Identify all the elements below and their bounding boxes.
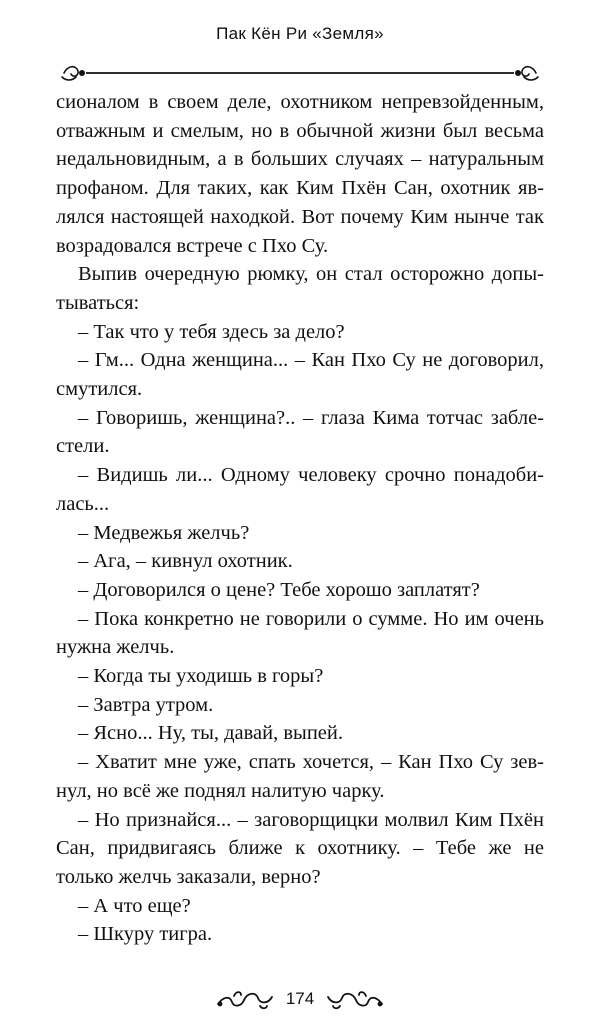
text-line: сионалом в своем деле, охотником непревзойденным, (56, 91, 544, 113)
text-line: – Ясно... Ну, ты, давай, выпей. (78, 722, 343, 745)
text-line: – Хватит мне уже, спать хочется, – Кан Пхо Су зев- (78, 751, 544, 774)
text-line: – Гм... Одна женщина... – Кан Пхо Су не договорил, (78, 349, 544, 372)
text-line: – Пока конкретно не говорили о сумме. Но им очень (78, 607, 544, 630)
text-line: – Ага, – кивнул охотник. (78, 550, 293, 573)
page-number: 174 (285, 989, 315, 1008)
text-line: – А что еще? (78, 894, 191, 917)
text-line: – Так что у тебя здесь за дело? (78, 320, 345, 343)
text-line: тываться: (56, 291, 140, 314)
text-line: стели. (56, 435, 110, 458)
text-line: – Говоришь, женщина?.. – глаза Кима тотчас забле- (78, 406, 544, 429)
text-line: только желчь заказали, верно? (56, 865, 321, 888)
text-line: смутился. (56, 378, 143, 401)
text-line: лась... (56, 492, 110, 515)
text-line: – Медвежья желчь? (78, 521, 250, 544)
running-header: Пак Кён Ри «Земля» (216, 24, 384, 43)
text-line: нужна желчь. (56, 636, 175, 659)
text-line: – Но признайся... – заговорщицки молвил Ким Пхён (78, 808, 544, 831)
page-footer (0, 984, 600, 1014)
text-line: – Видишь ли... Одному человеку срочно понадоби- (78, 464, 544, 487)
text-line: возрадовался встрече с Пхо Су. (56, 234, 329, 257)
text-line: лялся настоящей находкой. Вот почему Ким нынче так (56, 205, 544, 228)
text-line: – Когда ты уходишь в горы? (78, 665, 324, 688)
text-line: нул, но всё же поднял налитую чарку. (56, 779, 385, 802)
text-line: – Шкуру тигра. (78, 923, 213, 946)
text-line: Сан, придвигаясь ближе к охотнику. – Тебе же не (56, 837, 544, 860)
header-rule-ornament (60, 62, 540, 84)
flourish-left-icon (214, 988, 276, 1010)
text-line: – Договорился о цене? Тебе хорошо заплатят? (78, 578, 480, 601)
body-text (56, 88, 544, 949)
text-line: недальновидным, а в больших случаях – натуральным (56, 148, 544, 171)
text-line: – Завтра утром. (78, 693, 214, 716)
text-line: отважным и смелым, но в обычной жизни был весьма (56, 119, 544, 142)
flourish-right-icon (324, 988, 386, 1010)
text-line: профаном. Для таких, как Ким Пхён Сан, охотник яв- (56, 177, 544, 200)
text-line: Выпив очередную рюмку, он стал осторожно допы- (78, 263, 544, 286)
